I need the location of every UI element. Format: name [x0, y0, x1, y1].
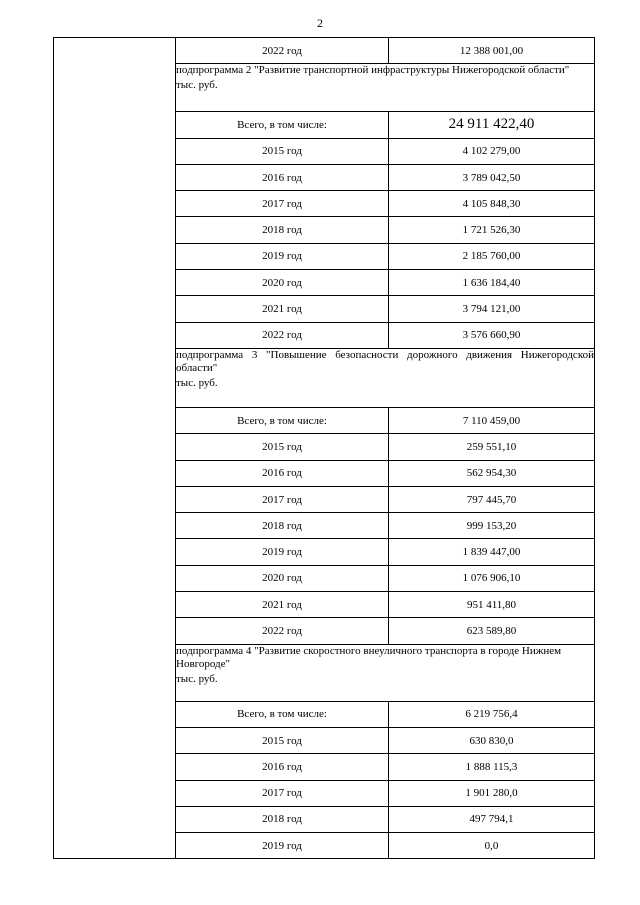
subprogram-title: подпрограмма 2 "Развитие транспортной инфраструктуры Нижегородской области" [176, 64, 570, 77]
value-cell: 630 830,0 [389, 727, 595, 753]
year-cell: 2016 год [176, 460, 389, 486]
total-label: Всего, в том числе: [176, 112, 389, 138]
value-cell: 623 589,80 [389, 618, 595, 644]
value-cell: 1 636 184,40 [389, 270, 595, 296]
year-cell: 2015 год [176, 434, 389, 460]
subprogram-heading [176, 64, 595, 112]
unit-label: тыс. руб. [176, 376, 218, 389]
year-cell: 2019 год [176, 243, 389, 269]
year-cell: 2022 год [176, 38, 389, 64]
total-value: 24 911 422,40 [389, 112, 595, 138]
year-cell: 2020 год [176, 565, 389, 591]
year-cell: 2017 год [176, 780, 389, 806]
total-label: Всего, в том числе: [176, 701, 389, 727]
year-cell: 2017 год [176, 191, 389, 217]
financing-table [53, 37, 595, 859]
value-cell: 1 721 526,30 [389, 217, 595, 243]
value-cell: 3 789 042,50 [389, 164, 595, 190]
year-cell: 2022 год [176, 618, 389, 644]
value-cell: 12 388 001,00 [389, 38, 595, 64]
year-cell: 2019 год [176, 833, 389, 859]
value-cell: 2 185 760,00 [389, 243, 595, 269]
year-cell: 2018 год [176, 513, 389, 539]
value-cell: 999 153,20 [389, 513, 595, 539]
year-cell: 2021 год [176, 592, 389, 618]
value-cell: 4 105 848,30 [389, 191, 595, 217]
subprogram-title: подпрограмма 3 "Повышение безопасности дорожного движения Нижегородской области" [176, 348, 594, 374]
value-cell: 951 411,80 [389, 592, 595, 618]
value-cell: 497 794,1 [389, 806, 595, 832]
table-row [54, 38, 595, 64]
unit-label: тыс. руб. [176, 672, 218, 685]
value-cell: 0,0 [389, 833, 595, 859]
value-cell: 3 576 660,90 [389, 322, 595, 348]
value-cell: 797 445,70 [389, 486, 595, 512]
year-cell: 2020 год [176, 270, 389, 296]
year-cell: 2016 год [176, 754, 389, 780]
value-cell: 1 901 280,0 [389, 780, 595, 806]
unit-label: тыс. руб. [176, 79, 218, 92]
year-cell: 2018 год [176, 806, 389, 832]
year-cell: 2021 год [176, 296, 389, 322]
left-empty-column [54, 38, 176, 859]
subprogram-heading [176, 644, 595, 701]
value-cell: 1 888 115,3 [389, 754, 595, 780]
total-value: 6 219 756,4 [389, 701, 595, 727]
value-cell: 1 076 906,10 [389, 565, 595, 591]
year-cell: 2019 год [176, 539, 389, 565]
value-cell: 259 551,10 [389, 434, 595, 460]
total-label: Всего, в том числе: [176, 407, 389, 433]
year-cell: 2015 год [176, 138, 389, 164]
subprogram-heading [176, 348, 595, 407]
value-cell: 3 794 121,00 [389, 296, 595, 322]
value-cell: 562 954,30 [389, 460, 595, 486]
year-cell: 2022 год [176, 322, 389, 348]
year-cell: 2016 год [176, 164, 389, 190]
total-value: 7 110 459,00 [389, 407, 595, 433]
year-cell: 2015 год [176, 727, 389, 753]
value-cell: 4 102 279,00 [389, 138, 595, 164]
year-cell: 2018 год [176, 217, 389, 243]
value-cell: 1 839 447,00 [389, 539, 595, 565]
page-number: 2 [317, 16, 323, 30]
year-cell: 2017 год [176, 486, 389, 512]
subprogram-title: подпрограмма 4 "Развитие скоростного внеуличного транспорта в городе Нижнем Новгороде" [176, 644, 562, 670]
